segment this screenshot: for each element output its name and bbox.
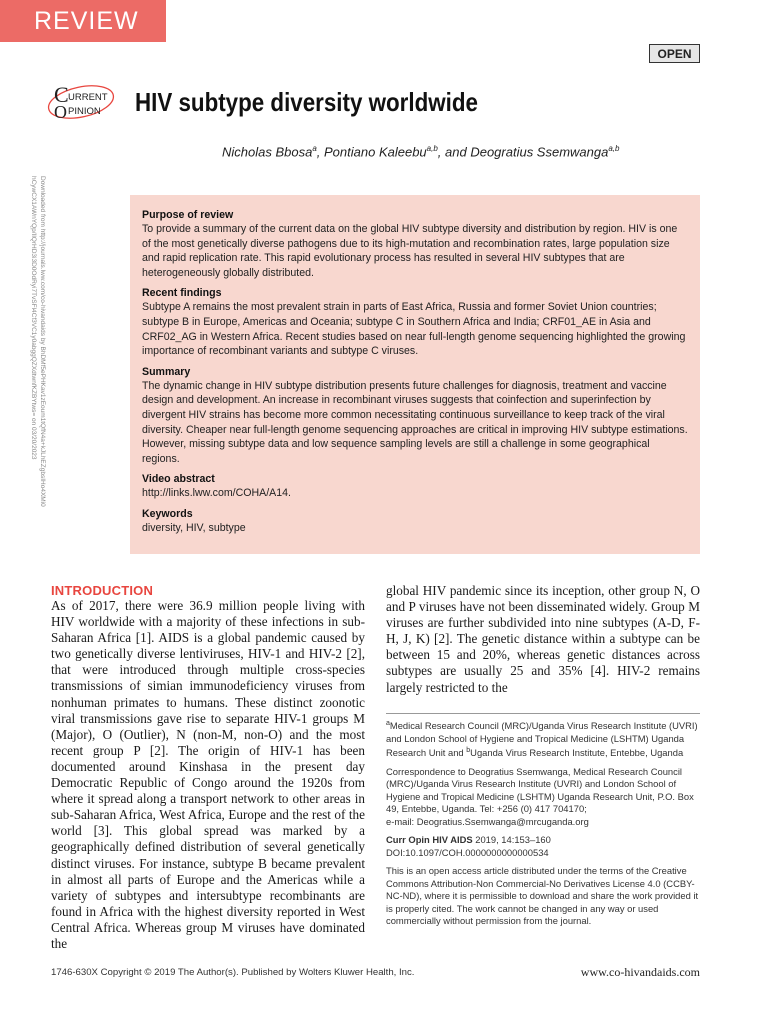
findings-heading: Recent findings (142, 287, 222, 300)
section-label: REVIEW (0, 0, 166, 42)
body-right-column (386, 583, 700, 696)
summary-text: The dynamic change in HIV subtype distribution presents future challenges for diagnosis, treatment and vaccine design and development. An increase in recombinant viruses suggests that coinfection and superinfection by divergent HIV strains has become more common necessitating continuous surveillance to keep track of the viral diversity. Cheaper near full-length genome sequencing approaches are critical in improving HIV subtype estimations. However, missing subtype data and low sequence sampling levels are still a challenge in some geographical regions. (142, 379, 688, 465)
logo-letter-c: C (54, 82, 69, 107)
download-line: Downloaded from http://journals.lww.com/co-hivandaids by BhDMf5ePHKav1zEoum1tQfN4a+kJLhEZgbsIHo4XMi0 (39, 176, 46, 507)
author-affiliation: a,b (426, 144, 438, 153)
intro-paragraph: As of 2017, there were 36.9 million people living with HIV worldwide with a majority of these infections in sub-Saharan Africa [1]. AIDS is a global pandemic caused by two genetically diverse lentiviruses, HIV-1 and HIV-2 [2], that were introduced through multiple cross-species transmissions of simian immunodeficiency viruses from nonhuman primates to humans. These distinct zoonotic viral transmissions gave rise to separate HIV-1 groups M (Major), O (Outlier), N (non-M, non-O) and the most recent group P [2]. The origin of HIV-1 has been documented around Kinshasa in the present day Democratic Republic of Congo around the 1920s from where it spread along a transport network to other areas in sub-Saharan Africa, West Africa, Europe and the rest of the world [3]. This global spread was marked by a geographically defined distribution of several genetically distinct viruses. For instance, subtype B became prevalent in almost all parts of Europe and the Americas while a variety of subtypes and intersubtype recombinants are found in Africa with the highest diversity reported in West Central Africa. Whereas group M viruses have dominated the (51, 598, 365, 951)
affiliation-text: $^a$Medical Research Council (MRC)/Uganda Virus Research Institute (UVRI) and London School of Hygiene and Tropical Medicine (LSHTM) Uganda Research Unit and $^b$Uganda Virus Research Institute, Entebbe, Uganda (386, 720, 698, 759)
purpose-heading: Purpose of review (142, 209, 234, 221)
author-affiliation: a (312, 144, 317, 153)
author-name: Pontiano Kaleebu (324, 144, 427, 160)
keywords-text: diversity, HIV, subtype (142, 521, 246, 534)
journal-citation: Curr Opin HIV AIDS 2019, 14:153–160 DOI:10.1097/COH.0000000000000534 (386, 834, 551, 858)
copyright-footer: 1746-630X Copyright © 2019 The Author(s). Published by Wolters Kluwer Health, Inc. (51, 967, 415, 978)
article-title: HIV subtype diversity worldwide (135, 87, 478, 117)
author-name: Nicholas Bbosa (222, 144, 313, 160)
correspondence-text: Correspondence to Deogratius Ssemwanga, Medical Research Council (MRC)/Uganda Virus Research Institute (UVRI) and London School of Hygiene and Tropical Medicine (LSHTM) Uganda Research Unit, P.O. Box 49, Entebbe, Uganda. Tel: +256 (0) 417 704170; e-mail: Deogratius.Ssemwanga@mrcuganda.org (386, 765, 694, 827)
intro-paragraph-continued: global HIV pandemic since its inception, other group N, O and P viruses have not been disseminated widely. Group M viruses are further subdivided into nine subtypes (A-D, F-H, J, K) [2]. The genetic distance within a subtype can be between 15 and 20%, whereas genetic distances across subtypes are usually 25 and 35% [4]. HIV-2 remains largely restricted to the (386, 583, 700, 695)
findings-text: Subtype A remains the most prevalent strain in parts of East Africa, Russia and former Soviet Union countries; subtype B in Europe, Americas and Oceania; subtype C in Southern Africa and India; CRF01_AE in Asia and CRF02_AG in Western Africa. Recent studies based on near full-length genome sequencing highlighted the growing importance of recombinant variants and subtype C viruses. (142, 301, 686, 358)
logo-text-bottom: PINION (68, 106, 101, 117)
video-link[interactable]: http://links.lww.com/COHA/A14. (142, 487, 291, 500)
author-name: Deogratius Ssemwanga (470, 144, 609, 160)
video-heading: Video abstract (142, 473, 215, 486)
logo-letter-o: O (54, 102, 67, 122)
open-access-badge: OPEN (649, 44, 700, 63)
introduction-heading: INTRODUCTION (51, 583, 154, 598)
purpose-text: To provide a summary of the current data on the global HIV subtype diversity and distribution by region. HIV is one of the most genetically diverse pathogens due to its high-mutation and recombination rates, large population size and rapid replication rate. This rapid evolutionary process has resulted in several HIV subtypes that are heterogeneously globally distributed. (142, 223, 678, 279)
author-affiliation: a,b (608, 144, 620, 153)
current-opinion-logo (46, 80, 116, 124)
doi-text[interactable]: DOI:10.1097/COH.0000000000000534 (386, 846, 549, 858)
abstract-box (130, 195, 700, 554)
download-sidebar (18, 176, 46, 596)
affiliations-block (386, 718, 700, 934)
email-link[interactable]: e-mail: Deogratius.Ssemwanga@mrcuganda.org (386, 815, 589, 827)
author-list: Nicholas Bbosa$^a$, Pontiano Kaleebu$^{a,b}$, and Deogratius Ssemwanga$^{a,b}$ (222, 144, 620, 160)
affiliation-divider (386, 713, 700, 714)
keywords-heading: Keywords (142, 507, 193, 520)
body-left-column (51, 598, 365, 952)
download-line: hCywCX1AWnYQp/IlQrHD3i3D0OdRyi7TvSFl4Cf3VC1y0abggQZXdtwnfKZBYtws= on 03/20/2023 (30, 176, 38, 460)
summary-heading: Summary (142, 365, 191, 378)
logo-text-top: URRENT (68, 92, 108, 103)
license-text: This is an open access article distributed under the terms of the Creative Commons Attribution-Non Commercial-No Derivatives License 4.0 (CCBY-NC-ND), where it is permissible to download and share the work provided it is properly cited. The work cannot be changed in any way or used commercially without permission from the journal. (386, 865, 699, 927)
website-link[interactable]: www.co-hivandaids.com (580, 965, 700, 979)
